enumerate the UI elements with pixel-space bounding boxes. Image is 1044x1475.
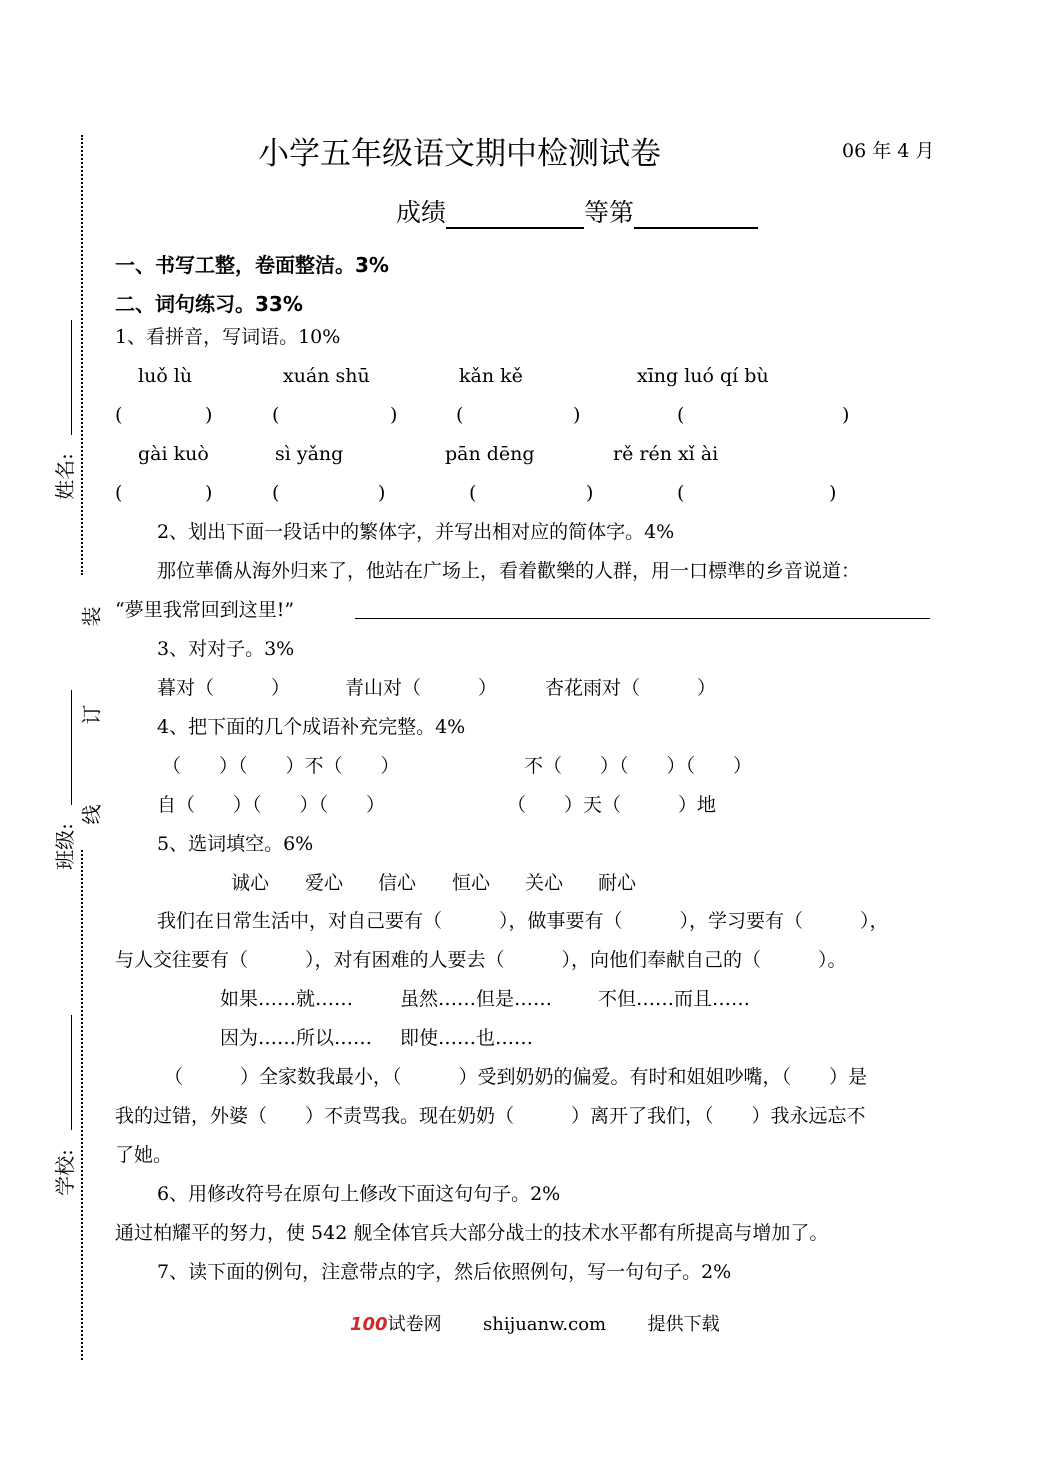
q3-heading: 3、对对子。3% [157, 638, 295, 660]
binding-dotted-line [81, 850, 83, 1360]
q5-para1-line2: 与人交往要有（ ），对有困难的人要去（ ），向他们奉献自己的（ ）。 [115, 949, 847, 971]
idiom-item: （ ）天（ ）地 [507, 794, 717, 816]
answer-paren-open: ( [677, 404, 685, 426]
q5-para1-line1: 我们在日常生活中，对自己要有（ ），做事要有（ ），学习要有（ ）， [157, 910, 889, 932]
page-title: 小学五年级语文期中检测试卷 [258, 136, 661, 172]
answer-paren-close: ) [378, 482, 386, 504]
pinyin-item: gài kuò [138, 443, 209, 465]
pinyin-item: luǒ lù [138, 365, 193, 387]
q2-passage-line1: 那位華僑从海外归来了，他站在广场上，看着歡樂的人群，用一口標準的乡音说道： [157, 560, 861, 582]
q6-sentence: 通过柏耀平的努力，使 542 舰全体官兵大部分战士的技术水平都有所提高与增加了。 [115, 1222, 829, 1244]
section-1-heading: 一、书写工整，卷面整洁。3% [115, 253, 389, 277]
idiom-item: （ ）（ ）不（ ） [162, 755, 400, 777]
answer-paren-close: ) [205, 482, 213, 504]
grade-label: 等第 [584, 198, 635, 227]
score-label: 成绩 [396, 198, 447, 227]
couplet-item: 杏花雨对（ ） [545, 677, 717, 699]
word-choice: 诚心 [231, 872, 270, 894]
answer-paren-close: ) [842, 404, 850, 426]
download-text: 提供下载 [647, 1314, 720, 1335]
word-choice: 关心 [525, 872, 564, 894]
q5-para2-line1: （ ）全家数我最小，（ ）受到奶奶的偏爱。有时和姐姐吵嘴，（ ）是 [164, 1066, 868, 1088]
pinyin-item: xuán shū [283, 365, 370, 387]
score-blank[interactable] [446, 199, 584, 229]
word-choice: 爱心 [305, 872, 344, 894]
name-blank-line [71, 320, 72, 435]
binding-dotted-line [81, 135, 83, 575]
conjunction-choice: 虽然……但是…… [400, 988, 553, 1010]
conjunction-choice: 如果……就…… [220, 988, 354, 1010]
answer-paren-open: ( [272, 482, 280, 504]
binding-xian: 线 [79, 804, 104, 825]
pinyin-item: sì yǎng [275, 443, 344, 465]
answer-paren-close: ) [829, 482, 837, 504]
q5-para2-line2: 我的过错，外婆（ ）不责骂我。现在奶奶（ ）离开了我们，（ ）我永远忘不 [115, 1105, 866, 1127]
idiom-item: 自（ ）（ ）（ ） [157, 794, 386, 816]
pinyin-item: xīng luó qí bù [637, 365, 769, 387]
answer-paren-open: ( [115, 404, 123, 426]
conjunction-choice: 因为……所以…… [220, 1027, 373, 1049]
answer-paren-close: ) [573, 404, 581, 426]
binding-zhuang: 装 [79, 606, 104, 627]
pinyin-item: rě rén xǐ ài [613, 443, 719, 465]
class-blank-line [71, 690, 72, 805]
answer-paren-open: ( [272, 404, 280, 426]
q5-para2-line3: 了她。 [115, 1144, 173, 1166]
q2-answer-line[interactable] [355, 618, 930, 619]
answer-paren-open: ( [115, 482, 123, 504]
site-logo: 100 [350, 1314, 388, 1335]
exam-date: 06 年 4 月 [842, 140, 935, 162]
grade-blank[interactable] [634, 199, 758, 229]
pinyin-item: pān dēng [445, 443, 535, 465]
q4-heading: 4、把下面的几个成语补充完整。4% [157, 716, 466, 738]
conjunction-choice: 不但……而且…… [598, 988, 751, 1010]
q2-heading: 2、划出下面一段话中的繁体字，并写出相对应的简体字。4% [157, 521, 675, 543]
pinyin-item: kǎn kě [459, 365, 523, 387]
answer-paren-close: ) [390, 404, 398, 426]
q6-heading: 6、用修改符号在原句上修改下面这句句子。2% [157, 1183, 561, 1205]
school-label: 学校: [52, 1149, 77, 1196]
binding-ding: 订 [79, 704, 104, 725]
score-line [396, 193, 758, 229]
q1-heading: 1、看拼音，写词语。10% [115, 326, 341, 348]
idiom-item: 不（ ）（ ）（ ） [524, 755, 753, 777]
answer-paren-close: ) [205, 404, 213, 426]
q7-heading: 7、读下面的例句，注意带点的字，然后依照例句，写一句句子。2% [157, 1261, 732, 1283]
answer-paren-open: ( [677, 482, 685, 504]
school-blank-line [71, 1015, 72, 1130]
class-label: 班级: [52, 823, 77, 870]
name-label: 姓名: [52, 453, 77, 500]
word-choice: 恒心 [452, 872, 491, 894]
word-choice: 耐心 [598, 872, 637, 894]
q2-passage-line2: “夢里我常回到这里!” [115, 599, 295, 621]
footer [350, 1310, 720, 1336]
word-choice: 信心 [378, 872, 417, 894]
answer-paren-close: ) [586, 482, 594, 504]
answer-paren-open: ( [456, 404, 464, 426]
q5-heading: 5、选词填空。6% [157, 833, 314, 855]
couplet-item: 青山对（ ） [345, 677, 498, 699]
site-name: 试卷网 [387, 1314, 442, 1335]
answer-paren-open: ( [469, 482, 477, 504]
site-url[interactable]: shijuanw.com [483, 1314, 607, 1335]
section-2-heading: 二、词句练习。33% [115, 292, 303, 316]
conjunction-choice: 即使……也…… [400, 1027, 534, 1049]
couplet-item: 暮对（ ） [157, 677, 291, 699]
